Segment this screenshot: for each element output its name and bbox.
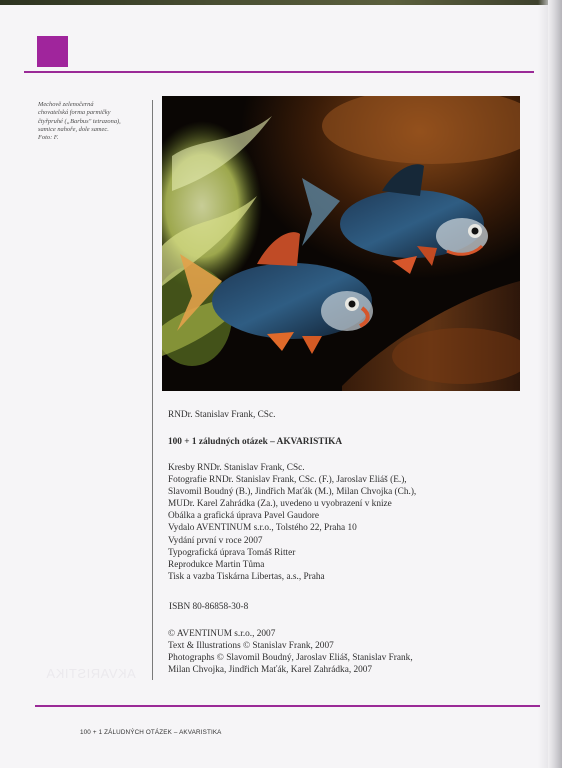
- credit-line: Fotografie RNDr. Stanislav Frank, CSc. (F.), Jaroslav Eliáš (E.),: [168, 475, 407, 486]
- running-footer: 100 + 1 ZÁLUDNÝCH OTÁZEK – AKVARISTIKA: [80, 729, 222, 736]
- top-divider: [24, 71, 534, 73]
- author-name: RNDr. Stanislav Frank, CSc.: [168, 410, 276, 420]
- fish-photo: [162, 96, 520, 391]
- credit-line: Vydalo AVENTINUM s.r.o., Tolstého 22, Praha 10: [168, 523, 357, 534]
- bottom-divider: [35, 705, 540, 707]
- page-top-strip: [0, 0, 562, 5]
- credit-line: Reprodukce Martin Tůma: [168, 559, 265, 570]
- credit-line: MUDr. Karel Zahrádka (Za.), uvedeno u vyobrazení v knize: [168, 499, 392, 510]
- credit-line: Kresby RNDr. Stanislav Frank, CSc.: [168, 463, 305, 473]
- isbn: ISBN 80-86858-30-8: [169, 602, 249, 612]
- caption-line: samice nahoře, dole samec.: [38, 125, 109, 133]
- caption-line: Mechově zelenočerná: [38, 101, 94, 108]
- credit-line: Tisk a vazba Tiskárna Libertas, a.s., Praha: [168, 571, 325, 582]
- page-edge-shadow: [538, 0, 548, 768]
- caption-line: čtyřpruhé („Barbus" tetrazona),: [38, 117, 121, 125]
- caption-line: Foto: F.: [38, 134, 59, 142]
- credit-line: Vydání první v roce 2007: [168, 535, 263, 546]
- credit-line: Obálka a grafická úprava Pavel Gaudore: [168, 511, 320, 522]
- show-through-text: AKVARISTIKA: [46, 666, 136, 681]
- credit-line: Slavomil Boudný (B.), Jindřich Maťák (M.), Milan Chvojka (Ch.),: [168, 487, 417, 498]
- accent-square: [37, 36, 68, 67]
- copyright-block: [168, 628, 413, 676]
- copyright-line: © AVENTINUM s.r.o., 2007: [168, 629, 276, 639]
- credit-line: Typografická úprava Tomáš Ritter: [168, 547, 296, 558]
- photo-caption: [38, 101, 148, 142]
- copyright-line: Photographs © Slavomil Boudný, Jaroslav Eliáš, Stanislav Frank,: [168, 653, 413, 664]
- credits-block: [168, 462, 416, 583]
- caption-line: chovatelská forma parmičky: [38, 109, 111, 117]
- page-edge: [548, 0, 562, 768]
- copyright-line: Text & Illustrations © Stanislav Frank, 2007: [168, 641, 334, 652]
- book-title: 100 + 1 záludných otázek – AKVARISTIKA: [168, 437, 343, 447]
- vertical-divider: [152, 100, 153, 680]
- copyright-line: Milan Chvojka, Jindřich Maťák, Karel Zahrádka, 2007: [168, 665, 373, 676]
